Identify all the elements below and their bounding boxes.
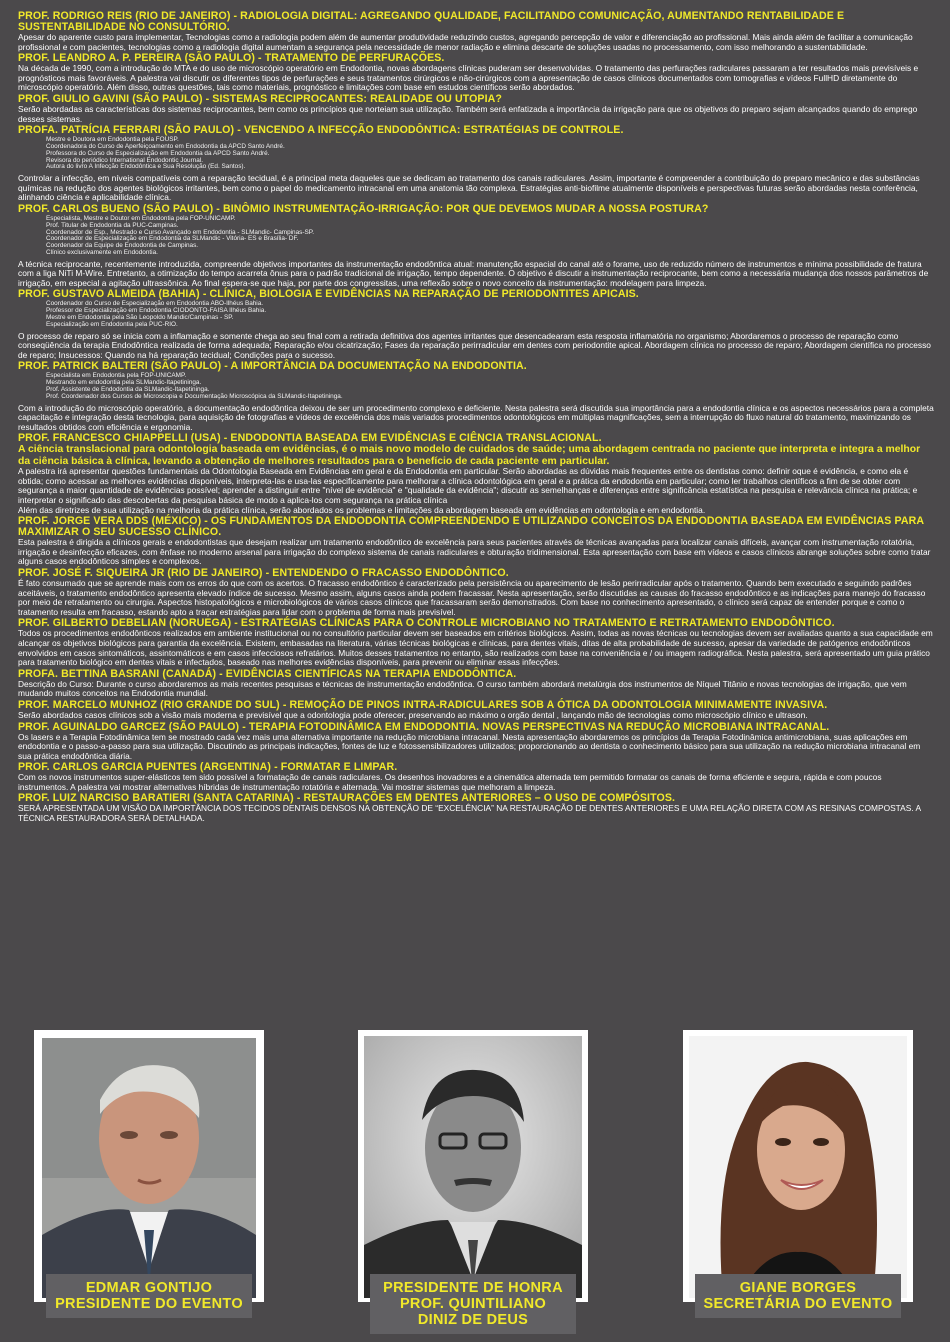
speaker-abstract: Com a introdução do microscópio operatório, a documentação endodôntica deixou de ser um procedimento complexo e deficiente. Nesta palestra será discutida sua importância para a endodontia clínica e os aspectos necessários para a completa capacitação e integração desta tecnologia, para aquisição de fotografias e vídeos de excelência dos mais variados procedimentos odontológicos em múltiplas magnificações, sem a interrupção do fluxo natural do tratamento, maximizando os resultados obtidos com eficiência e ergonomia.: [18, 402, 934, 432]
speaker-list: [18, 10, 934, 824]
speaker-heading: PROF. JOSÉ F. SIQUEIRA JR (RIO DE JANEIRO) - ENTENDENDO O FRACASSO ENDODÔNTICO.: [18, 566, 509, 579]
speaker-abstract: Descrição do Curso: Durante o curso abordaremos as mais recentes pesquisas e técnicas de instrumentação endodôntica. O curso também abordará metalúrgia dos instrumentos de Níquel Titânio e novas tecnologias de irrigação, que vem mudando muitos conceitos na Endodontia mundial.: [18, 678, 907, 699]
speaker-section: [18, 289, 934, 360]
organizer-name: DINIZ DE DEUS: [417, 1312, 529, 1328]
speaker-heading: PROF. FRANCESCO CHIAPPELLI (USA) - ENDODONTIA BASEADA EM EVIDÊNCIAS E CIÊNCIA TRANSLACIONAL.: [18, 432, 602, 445]
speaker-heading: PROF. CARLOS BUENO (SÃO PAULO) - BINÔMIO INSTRUMENTAÇÃO-IRRIGAÇÃO: POR QUE DEVEMOS MUDAR A NOSSA POSTURA?: [18, 202, 709, 215]
speaker-heading: PROF. RODRIGO REIS (RIO DE JANEIRO) - RADIOLOGIA DIGITAL: AGREGANDO QUALIDADE, FACILITANDO COMUNICAÇÃO, AUMENTANDO RENTABILIDADE E SUSTENTABILIDADE NO CONSULTÓRIO.: [18, 10, 845, 33]
speaker-abstract: Serão abordados casos clínicos sob a visão mais moderna e previsível que a odontologia pode oferecer, preservando ao máximo o orgão dental , lançando mão de tecnologias como microscópio clínico e ultrason.: [18, 709, 808, 720]
speaker-abstract: A técnica reciprocante, recentemente introduzida, compreende objetivos importantes da instrumentação endodôntica atual: manutenção espacial do canal até o forame, uso de reduzido número de instrumentos e mínima possibilidade de fratura com a liga NiTi M-Wire. Entretanto, a otimização do tempo acarreta ônus para o padrão tradicional de irrigação, tempo dependente. O objetivo é discutir a instrumentação reciprocante, bem como a necessária mudança dos nossos parâmetros de irrigação, em especial a agitação ultrassônica. Ao final espera-se que haja, por parte dos congressitas, uma reflexão sobre o novo conceito da instrumentação: modelagem para limpeza.: [18, 258, 929, 288]
organizer-name: GIANE BORGES: [739, 1280, 857, 1296]
speaker-section: [18, 433, 934, 515]
portrait-photo: [358, 1030, 588, 1302]
speaker-abstract: Apesar do aparente custo para implementar, Tecnologias como a radiologia podem além de aumentar produtividade reduzindo custos, agregando percepção de valor e diferenciação ao profissional. Mais ainda além de facilitar a comunicação profissional e com pacientes, tecnologias como a radiologia digital aumentam a segurança pela necessidade de menor radiação e elimina descarte de soluções usadas no processamento, com isso melhorando a sustentabilidade.: [18, 32, 913, 52]
speaker-heading: PROFA. PATRÍCIA FERRARI (SÃO PAULO) - VENCENDO A INFECÇÃO ENDODÔNTICA: ESTRATÉGIAS DE CONTROLE.: [18, 124, 624, 137]
organizers-section: [0, 1030, 950, 1342]
speaker-heading: PROF. JORGE VERA DDS (MÉXICO) - OS FUNDAMENTOS DA ENDODONTIA COMPREENDENDO E UTILIZANDO CONCEITOS DA ENDODONTIA BASEADA EM EVIDÊNCIAS PARA MAXIMIZAR O SEU SUCESSO CLÍNICO.: [18, 515, 924, 539]
organizer-name: EDMAR GONTIJO: [85, 1280, 213, 1296]
speaker-heading: PROF. MARCELO MUNHOZ (RIO GRANDE DO SUL) - REMOÇÃO DE PINOS INTRA-RADICULARES SOB A ÓTICA DA ODONTOLOGIA MINIMAMENTE INVASIVA.: [18, 698, 828, 711]
speaker-heading: PROF. CARLOS GARCIA PUENTES (ARGENTINA) - FORMATAR E LIMPAR.: [18, 761, 398, 774]
speaker-heading: PROFA. BETTINA BASRANI (CANADÁ) - EVIDÊNCIAS CIENTÍFICAS NA TERAPIA ENDODÔNTICA.: [18, 667, 517, 680]
speaker-section: [18, 669, 934, 699]
organizer-role: SECRETÁRIA DO EVENTO: [703, 1296, 893, 1312]
speaker-abstract: Na década de 1990, com a introdução do MTA e do uso de microscópio operatório em Endodontia, novas abordagens clínicas puderam ser desenvolvidas. O tratamento das perfurações radiculares passaram a ter resultados mais previsíveis e prognósticos mais favoráveis. A palestra vai discutir os diferentes tipos de perfurações e seus tratamentos cirúrgicos e não-cirúrgicos com a apresentação de casos clínicos documentados com tomografias e vídeos FullHD diretamente do microscópio operatório. Além disso, outras questões, tais como materiais, prognóstico e limitações com base em estudos científicos serão abordados.: [18, 63, 919, 93]
speaker-abstract: Serão abordadas as características dos sistemas reciprocantes, bem como os princípios que norteiam sua utilização. Também será enfatizada a importância da irrigação para que os objetivos do preparo sejam alcançados quando do emprego desses sistemas.: [18, 103, 918, 124]
speaker-heading: PROF. LUIZ NARCISO BARATIERI (SANTA CATARINA) - RESTAURAÇÕES EM DENTES ANTERIORES – O USO DE COMPÓSITOS.: [18, 792, 676, 805]
speaker-section: [18, 11, 934, 52]
speaker-section: [18, 700, 934, 721]
speaker-section: [18, 361, 934, 432]
organizer-caption: [46, 1274, 252, 1318]
speaker-credentials: Mestre e Doutora em Endodontia pela FOUSP. Coordenadora do Curso de Aperfeiçoamento em Endodontia da APCD Santo André. Professora do Curso de Especialização em Endodontia da APCD Santo André. Revisora do periódico International Endodontic Journal. Autora do livro A Infecção Endodôntica e Sua Resolução (Ed. Santos).: [46, 136, 285, 171]
organizer-role: PRESIDENTE DO EVENTO: [55, 1296, 243, 1312]
organizer-card: [683, 1030, 913, 1340]
speaker-heading: PROF. GIULIO GAVINI (SÃO PAULO) - SISTEMAS RECIPROCANTES: REALIDADE OU UTOPIA?: [18, 92, 502, 105]
organizer-card: [358, 1030, 588, 1340]
speaker-section: [18, 204, 934, 289]
speaker-section: [18, 516, 934, 567]
speaker-section: [18, 793, 934, 823]
organizer-caption: [370, 1274, 576, 1334]
speaker-credentials: Coordenador do Curso de Especialização em Endodontia ABO-Ilhéus Bahia. Professor de Especialização em Endodontia CIODONTO-FAISA Ilhéus Bahia. Mestre em Endodontia pela São Leopoldo Mandic/Campinas - SP. Especialização em Endodontia pela PUC-RIO.: [46, 300, 267, 328]
speaker-credentials: Especialista, Mestre e Doutor em Endodontia pela FOP-UNICAMP. Prof. Titular de Endodontia da PUC-Campinas. Coordenador de Esp., Mestrado e Curso Avançado em Endodontia - SLMandic- Campinas-SP. Coordenador de Especialização em Endodontia da SLMandic - Vitória- ES e Brasília- DF. Coordenador da Equipe de Endodontia de Campinas. Clínico exclusivamente em Endodontia.: [46, 214, 314, 256]
speaker-section: [18, 762, 934, 792]
speaker-heading: PROF. PATRICK BALTERI (SÃO PAULO) - A IMPORTÂNCIA DA DOCUMENTAÇÃO NA ENDODONTIA.: [18, 360, 527, 373]
speaker-section: [18, 618, 934, 667]
speaker-heading: PROF. GILBERTO DEBELIAN (NORUEGA) - ESTRATÉGIAS CLÍNICAS PARA O CONTROLE MICROBIANO NO TRATAMENTO E RETRATAMENTO ENDODÔNTICO.: [18, 617, 835, 630]
organizer-card: [34, 1030, 264, 1340]
speaker-credentials: Especialista em Endodontia pela FOP-UNICAMP. Mestrando em endodontia pela SLMandic-Itapetininga. Prof. Assistente de Endodontia da SLMandic-Itapetininga. Prof. Coordenador dos Cursos de Microscopia e Documentação Microscópica da SLMandic-Itapetininga.: [46, 372, 343, 400]
organizer-caption: [695, 1274, 901, 1318]
portrait-photo: [34, 1030, 264, 1302]
speaker-abstract: Os lasers e a Terapia Fotodinâmica tem se mostrado cada vez mais uma alternativa importante na redução microbiana intracanal. Nesta apresentação abordaremos os princípios da Terapia Fotodinâmica antimicrobiana, suas aplicações em endodontia e o passo-a-passo para sua utilização. Discutindo as principais indicações, fontes de luz e fotossensibilizadores utilizados; proporcionando ao dentista o conhecimento básico para sua utilização na redução microbiana intracanal em sua prática endodôntica diária.: [18, 731, 921, 761]
speaker-section: [18, 53, 934, 93]
speaker-abstract: Todos os procedimentos endodônticos realizados em ambiente institucional ou no consultório particular devem ser baseados em critérios biológicos. Assim, todas as novas técnicas ou tecnologias devem ser avaliadas quanto a sua capacidade em alcançar os objetivos biológicos para garantia da excelência. Existem, embasadas na literatura, várias técnicas biológicas e clínicas, para dentes vitais, ditas de alta probabilidade de sucesso, apesar da variedade de patógenos endodônticos envolvidos em casos sintomáticos, assintomáticos e em casos infecciosos refratários. Muitos desses tratamentos no entanto, são realizados com base na conveniência e / ou imagem radiográfica. Nesta palestra, será apresentado um guia prático para tratamento biológico em dentes vitais e infectados, baseado nas melhores evidências disponíveis, para prevenir ou eliminar essas infecções.: [18, 628, 933, 668]
portrait-photo: [683, 1030, 913, 1302]
speaker-abstract: A palestra irá apresentar questões fundamentais da Odontologia Baseada em Evidências em geral e da Endodontia em particular. Serão abordadas as dúvidas mais frequentes entre os dentistas como: definir oque é evidência, e como ela é obtida; como acessar as melhores evidências disponíveis, interpreta-las e usa-las especificamente para melhorar a clínica odontológica em geral e a prática da endodontia em particular; como ler trabalhos científicos a fim de se obter com segurança a maior quantidade de evidências possível; aprender a distinguir entre "nível de evidência" e "qualidade da evidência"; discutir as semelhanças e diferenças entre significância estatística na pesquisa e relevância clínica na prática; e interpretar o significado das descobertas da pesquisa básica de modo a aplica-los com segurança na prática clínica Além das diretrizes de sua utilização na melhoria da prática clínica, serão abordados os problemas e limitações da abordagem baseada em evidências em odontologia e em endodontia.: [18, 466, 918, 515]
speaker-abstract: SERÁ APRESENTADA UM VISÃO DA IMPORTÂNCIA DOS TECIDOS DENTAIS DENSOS NA OBTENÇÃO DE “EXCELÊNCIA” NA RESTAURAÇÃO DE DENTES ANTERIORES E UMA RELAÇÃO DIRETA COM AS RESINAS COMPOSTAS. A TÉCNICA RESTAURADORA SERÁ DETALHADA.: [18, 803, 921, 824]
speaker-section: [18, 722, 934, 762]
speaker-heading: PROF. AGUINALDO GARCEZ (SÃO PAULO) - TERAPIA FOTODINÂMICA EM ENDODONTIA. NOVAS PERSPECTIVAS NA REDUÇÃO MICROBIANA INTRACANAL.: [18, 720, 830, 733]
speaker-heading: PROF. GUSTAVO ALMEIDA (BAHIA) - CLÍNICA, BIOLOGIA E EVIDÊNCIAS NA REPARAÇÃO DE PERIODONTITES APICAIS.: [18, 288, 639, 301]
speaker-abstract: Com os novos instrumentos super-elásticos tem sido possível a formatação de canais radiculares. Os desenhos inovadores e a cinemática alternada tem permitido formatar os canais de forma eficiente e segura, rápida e com poucos instrumentos. A palestra vai mostrar alternativas híbridas de instrumentação rotatória e alternada. Vai mostrar sistemas que melhoram a limpeza.: [18, 772, 882, 792]
speaker-abstract: É fato consumado que se aprende mais com os erros do que com os acertos. O fracasso endodôntico é caracterizado pela persistência ou aparecimento de lesão perirradicular após o tratamento. Quando bem executado e seguindo padrões aceitáveis, o tratamento endodôntico apresenta elevado índice de sucesso. Mesmo assim, alguns casos ainda podem fracassar. Nesta apresentação, serão discutidas as causas do fracasso endodôntico e as indicações para manejo do fracasso por meio de retratamento ou cirurgia. Aspectos histopatológicos e microbiológicos de vários casos clínicos que fracassaram serão demonstrados. Com base no conhecimento apresentado, o clínico será capaz de entender porque e como o tratamento resulta em fracasso, estando apto a traçar estratégias para lidar com o problema de forma mais previsível.: [18, 577, 926, 617]
speaker-abstract: Esta palestra é dirigida a clínicos gerais e endodontistas que desejam realizar um tratamento endodôntico de excelência para seus pacientes através de técnicas avançadas para localizar canais difíceis, avançar com instrumentação rotatória, irrigação e desinfecção eficazes, com ênfase no moderno arsenal para irrigação do complexo sistema de canais radiculares e obturação tridimensional. Esta apresentação com base em vídeos e casos clínicos abrange soluções sobre como tratar alguns casos endodônticos simples e complexos.: [18, 537, 931, 567]
speaker-section: [18, 125, 934, 203]
speaker-section: [18, 94, 934, 124]
speaker-section: [18, 568, 934, 617]
speaker-subheading: A ciência translacional para odontologia baseada em evidências, é o mais novo modelo de cuidados de saúde; uma abordagem centrada no paciente que interpreta e integra a melhor da ciência básica à clínica, levando a obtenção de melhores resultados para o benefício de cada paciente em particular.: [18, 444, 921, 467]
organizer-role: PRESIDENTE DE HONRA: [383, 1280, 563, 1296]
speaker-heading: PROF. LEANDRO A. P. PEREIRA (SÃO PAULO) - TRATAMENTO DE PERFURAÇÕES.: [18, 52, 445, 65]
organizer-name: PROF. QUINTILIANO: [399, 1296, 547, 1312]
speaker-abstract: Controlar a infecção, em níveis compatíveis com a reparação tecidual, é a principal meta daqueles que se dedicam ao tratamento dos canais radiculares. Assim, importante é compreender a contribuição do preparo mecânico e das substâncias químicas na redução dos agentes biológicos irritantes, bem como o papel do medicamento intracanal em uma anatomia tão complexa. Estratégias anti-biofilme atualmente disponíveis e perspectivas futuras serão abordadas nesta conferência, alinhando ciência e aplicabilidade clínica.: [18, 173, 920, 203]
speaker-abstract: O processo de reparo só se inicia com a inflamação e somente chega ao seu final com a retirada definitiva dos agentes irritantes que desencadearam esta resposta inflamatória no organismo; Abordaremos o processo de reparação como conseqüência da terapia Endodôntica realizada de forma adequada; Reparação e/ou cicatrização; Fases da reparação perirradicular em dentes com periodontite apical. Abordagem clínica no processo de reparo; Abordagem científica no processo de reparo; Insucessos: Quando na há reparação tecidual; Condições para o sucesso.: [18, 330, 931, 360]
